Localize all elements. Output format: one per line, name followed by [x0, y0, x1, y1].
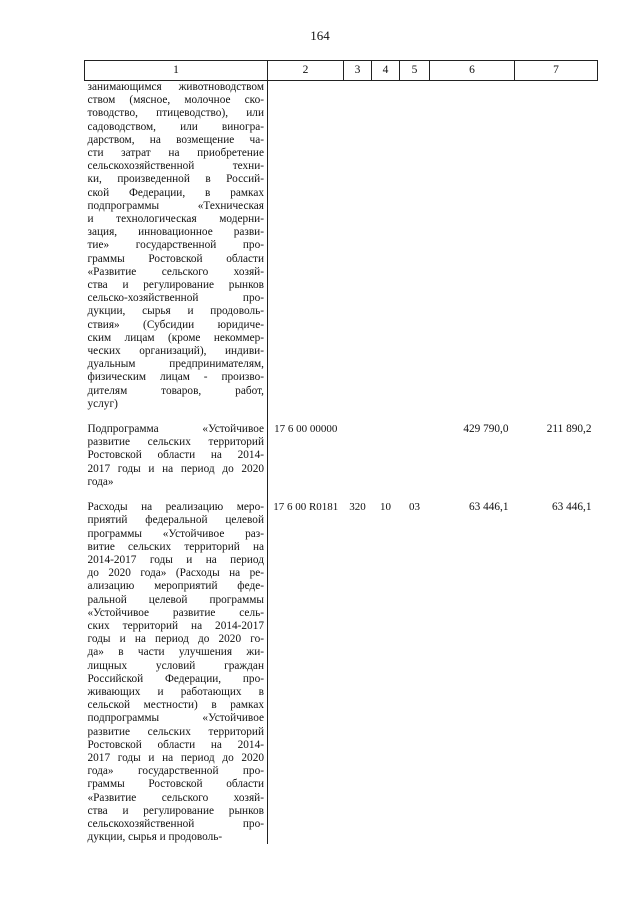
description-line: «Устойчивое развитие сель-	[87, 606, 264, 619]
table-body	[85, 81, 598, 845]
description-line: ализацию мероприятий феде-	[87, 580, 264, 593]
column-header: 6	[430, 61, 515, 81]
description-line: товодство, птицеводство), или	[87, 107, 264, 120]
description-line: живающих и работающих в	[87, 685, 264, 698]
spacer-cell	[85, 489, 268, 501]
description-line: года»	[87, 475, 114, 488]
description-line: да» в части улучшения жи-	[87, 646, 264, 659]
description-line: Расходы на реализацию меро-	[87, 501, 264, 514]
description-line: витие сельских территорий на	[87, 540, 264, 553]
spacer-cell	[400, 411, 430, 423]
description-line: дукции, сырья и продоволь-	[87, 305, 264, 318]
row-description	[85, 501, 268, 844]
spacer-cell	[430, 411, 515, 423]
description-line: сельскохозяйственной техни-	[87, 160, 264, 173]
description-line: тие» государственной про-	[87, 239, 264, 252]
table-row	[85, 81, 598, 412]
spacer-cell	[372, 411, 400, 423]
subsection-code	[400, 81, 430, 412]
description-line: ства и регулирование рынков	[87, 804, 264, 817]
description-line: физическим лицам - произво-	[87, 371, 264, 384]
description-line: сти затрат на приобретение	[87, 147, 264, 160]
spacer-cell	[430, 489, 515, 501]
spacer-cell	[400, 489, 430, 501]
row-description	[85, 423, 268, 489]
description-line: Российской Федерации, про-	[87, 672, 264, 685]
target-code	[268, 81, 344, 412]
section-code: 10	[380, 501, 391, 514]
amount-2016: 63 446,1	[468, 501, 509, 514]
amount-2017: 63 446,1	[551, 501, 592, 514]
expense-type	[344, 81, 372, 412]
description-line: ством (мясное, молочное ско-	[87, 94, 264, 107]
description-line: подпрограммы «Техническая	[87, 199, 264, 212]
description-line: Ростовской области на 2014-	[87, 449, 264, 462]
description-line: «Развитие сельского хозяй-	[87, 265, 264, 278]
row-spacer	[85, 411, 598, 423]
spacer-cell	[268, 411, 344, 423]
column-header: 3	[344, 61, 372, 81]
target-code: 17 6 00 00000	[274, 423, 338, 436]
amount-2016	[430, 81, 515, 412]
description-line: развитие сельских территорий	[87, 436, 264, 449]
column-header: 1	[85, 61, 268, 81]
row-description	[85, 81, 268, 412]
column-header: 2	[268, 61, 344, 81]
spacer-cell	[515, 411, 598, 423]
spacer-cell	[515, 489, 598, 501]
description-line: зация, инновационное разви-	[87, 226, 264, 239]
description-line: сельско-хозяйственной про-	[87, 292, 264, 305]
description-line: ки, произведенной в Россий-	[87, 173, 264, 186]
row-spacer	[85, 489, 598, 501]
target-code: 17 6 00 R0181	[273, 501, 339, 514]
description-line: программы «Устойчивое раз-	[87, 527, 264, 540]
description-line: 2017 годы и на период до 2020	[87, 751, 264, 764]
description-line: «Развитие сельского хозяй-	[87, 791, 264, 804]
expense-type: 320	[349, 501, 366, 514]
table-row	[85, 423, 598, 489]
description-line: Ростовской области на 2014-	[87, 738, 264, 751]
spacer-cell	[344, 489, 372, 501]
description-line: занимающимся животноводством	[87, 81, 264, 93]
amount-2017	[515, 81, 598, 412]
amount-2017: 211 890,2	[546, 423, 592, 436]
spacer-cell	[372, 489, 400, 501]
description-line: развитие сельских территорий	[87, 725, 264, 738]
description-line: ствия» (Субсидии юридиче-	[87, 318, 264, 331]
description-line: ской Федерации, в рамках	[87, 186, 264, 199]
description-line: года» государственной про-	[87, 765, 264, 778]
description-line: ства и регулирование рынков	[87, 279, 264, 292]
description-line: ральной целевой программы	[87, 593, 264, 606]
spacer-cell	[268, 489, 344, 501]
column-header: 7	[515, 61, 598, 81]
description-line: и технологическая модерни-	[87, 213, 264, 226]
spacer-cell	[344, 411, 372, 423]
section-code	[372, 81, 400, 412]
description-line: сельскохозяйственной про-	[87, 817, 264, 830]
page-number: 164	[310, 28, 330, 43]
description-line: дителям товаров, работ,	[87, 384, 264, 397]
subsection-code	[400, 423, 430, 489]
header-row	[85, 61, 598, 81]
description-line: лищных условий граждан	[87, 659, 264, 672]
column-header: 4	[372, 61, 400, 81]
description-line: граммы Ростовской области	[87, 778, 264, 791]
description-line: 2017 годы и на период до 2020	[87, 462, 264, 475]
description-line: годы и на период до 2020 го-	[87, 633, 264, 646]
amount-2016: 429 790,0	[463, 423, 509, 436]
description-line: садоводством, или виногра-	[87, 120, 264, 133]
budget-table	[84, 60, 598, 844]
description-line: ческих организаций), индиви-	[87, 345, 264, 358]
description-line: граммы Ростовской области	[87, 252, 264, 265]
subsection-code: 03	[409, 501, 420, 514]
description-line: 2014-2017 годы и на период	[87, 553, 264, 566]
column-header: 5	[400, 61, 430, 81]
section-code	[372, 423, 400, 489]
description-line: ским лицам (кроме некоммер-	[87, 331, 264, 344]
description-line: дукции, сырья и продоволь-	[87, 831, 223, 844]
description-line: приятий федеральной целевой	[87, 514, 264, 527]
description-line: дуальным предпринимателям,	[87, 358, 264, 371]
spacer-cell	[85, 411, 268, 423]
expense-type	[344, 423, 372, 489]
description-line: дарством, на возмещение ча-	[87, 133, 264, 146]
description-line: услуг)	[87, 397, 118, 410]
description-line: подпрограммы «Устойчивое	[87, 712, 264, 725]
table-row	[85, 501, 598, 844]
description-line: сельской местности) в рамках	[87, 699, 264, 712]
description-line: до 2020 года» (Расходы на ре-	[87, 567, 264, 580]
description-line: ских территорий на 2014-2017	[87, 619, 264, 632]
description-line: Подпрограмма «Устойчивое	[87, 423, 264, 436]
